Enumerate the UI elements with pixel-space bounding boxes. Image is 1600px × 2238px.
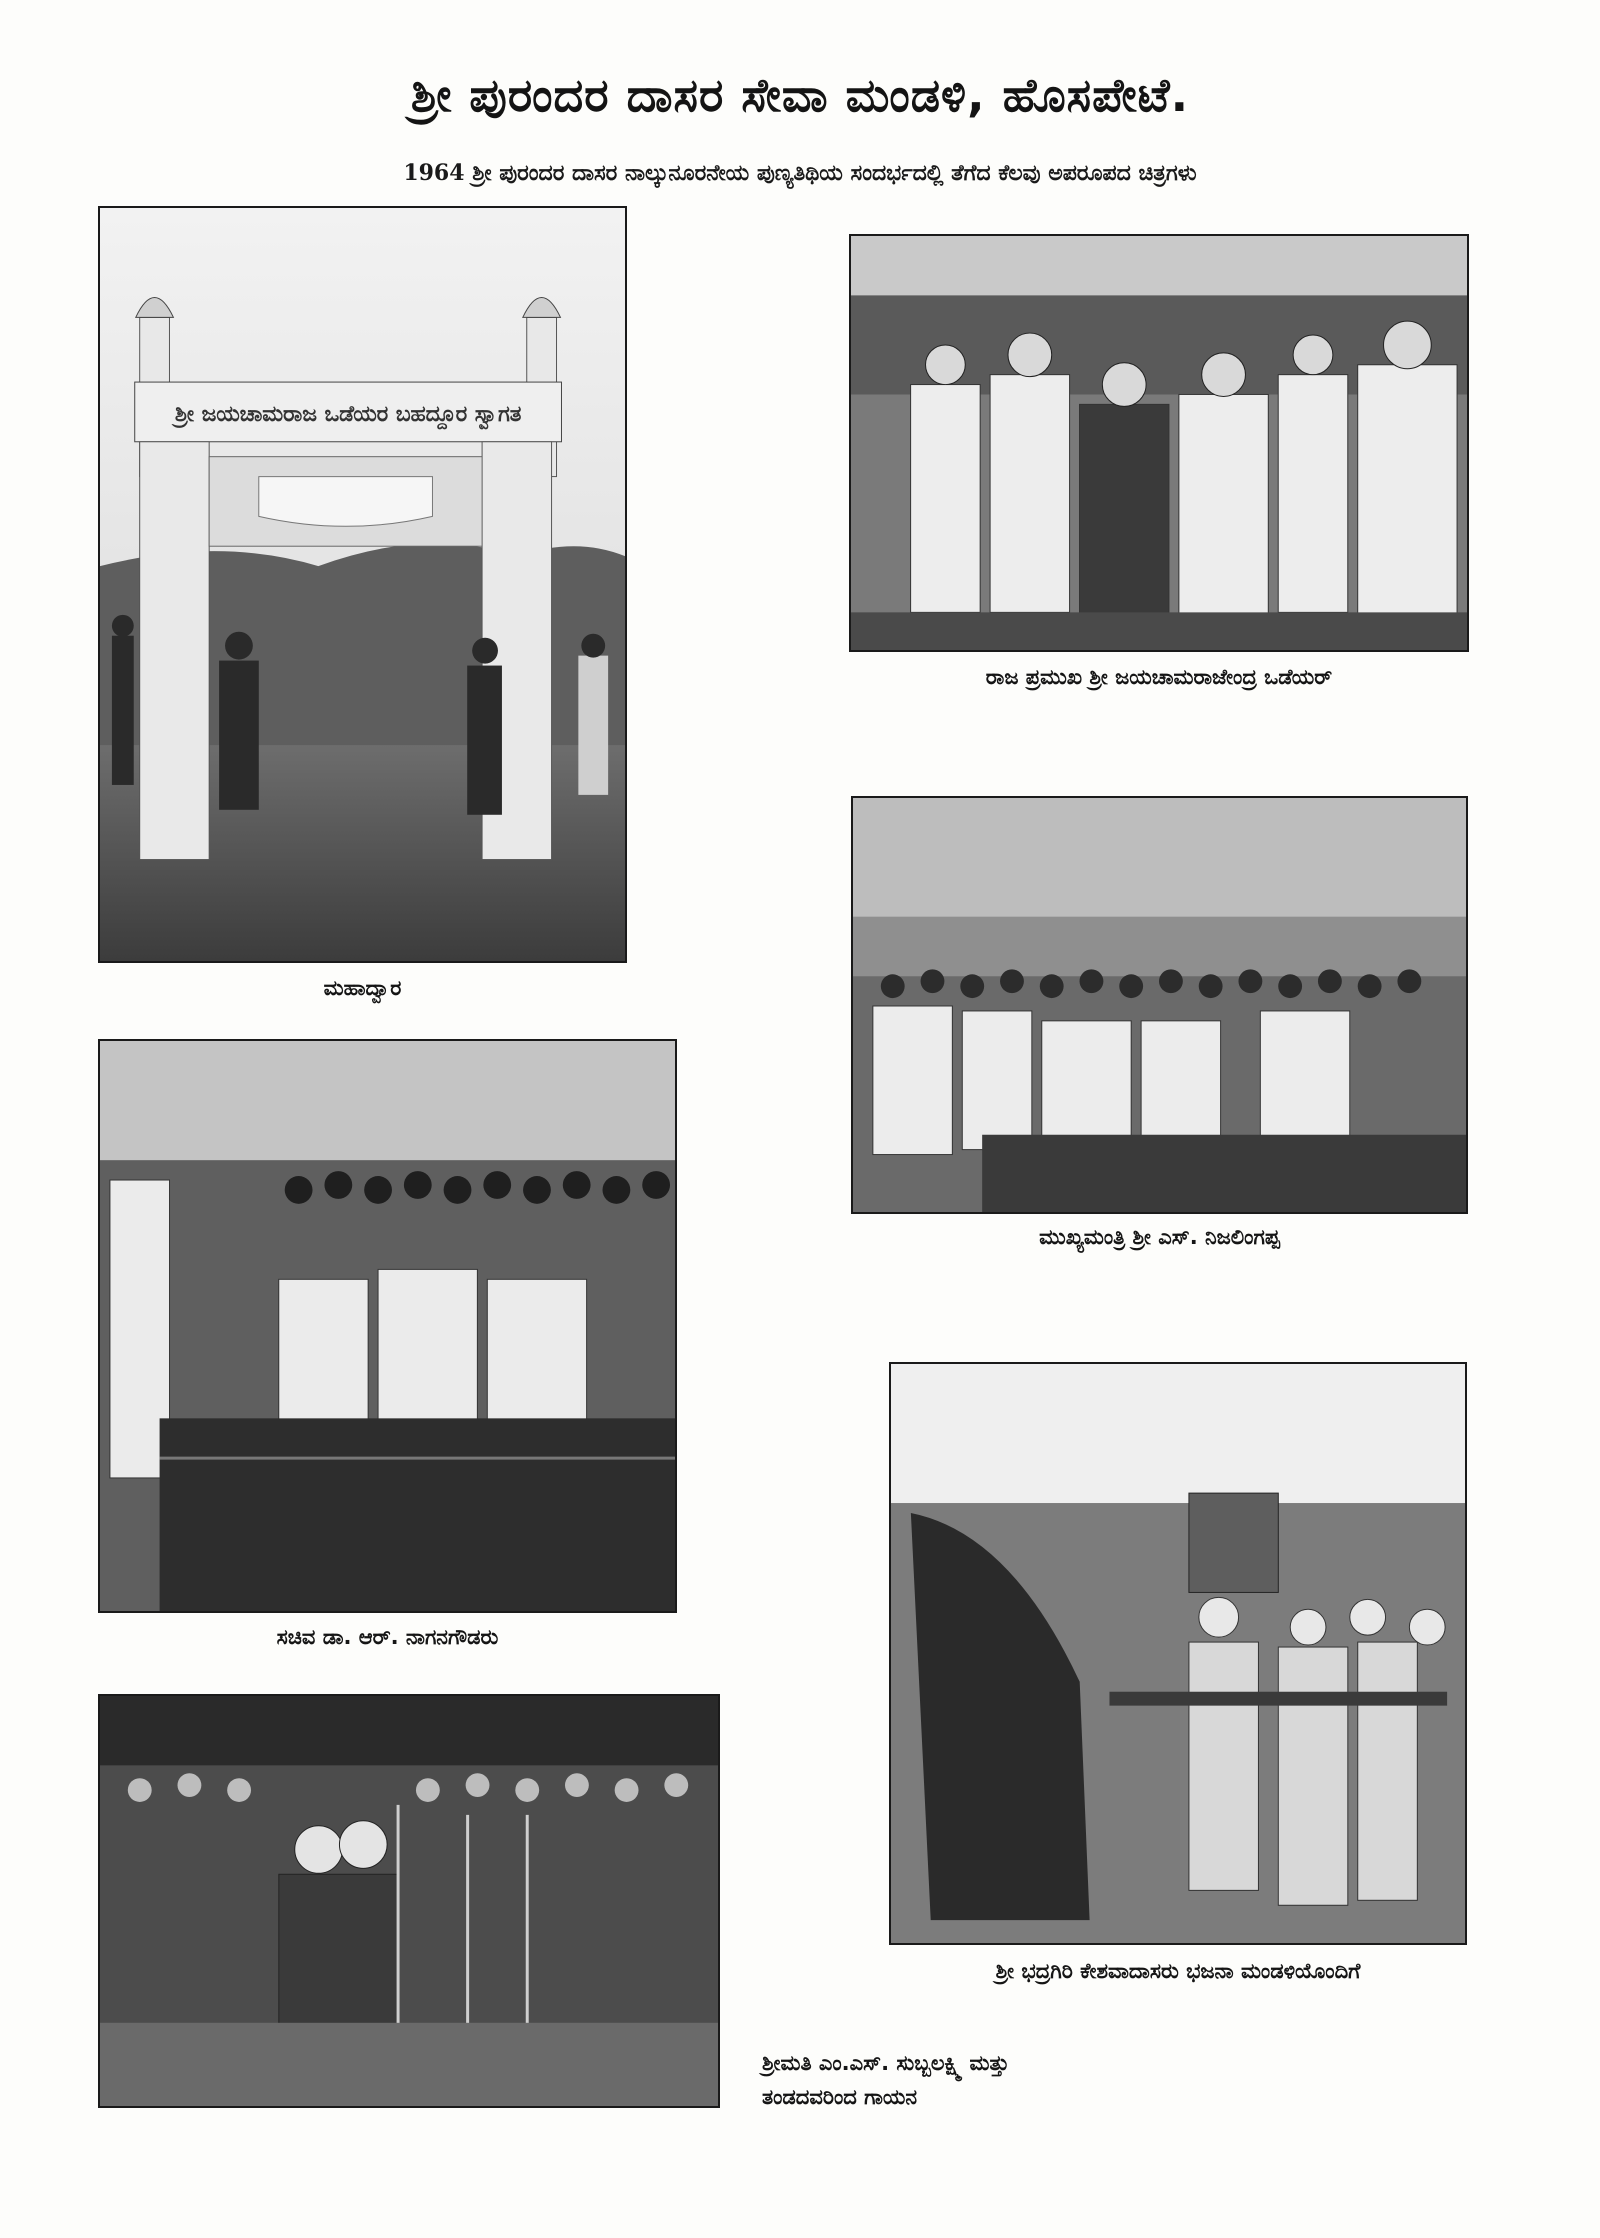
photo-bhajana	[889, 1362, 1467, 1945]
photo-main-gate	[98, 206, 627, 963]
gate-photo-image	[100, 208, 625, 961]
page-title: ಶ್ರೀ ಪುರಂದರ ದಾಸರ ಸೇವಾ ಮಂಡಳಿ, ಹೊಸಪೇಟೆ.	[410, 68, 1190, 122]
photo-raja-pramukh	[849, 234, 1469, 652]
page-subtitle: 1964 ಶ್ರೀ ಪುರಂದರ ದಾಸರ ನಾಲ್ಕುನೂರನೇಯ ಪುಣ್ಯತಿಥಿಯ ಸಂದರ್ಭದಲ್ಲಿ ತೆಗೆದ ಕೆಲವು ಅಪರೂಪದ ಚಿತ್ರಗಳು	[403, 160, 1197, 186]
singing-photo-image	[100, 1696, 718, 2106]
caption-singing	[762, 2046, 1009, 2114]
photo-chief-minister	[851, 796, 1468, 1214]
chief-minister-photo-image	[853, 798, 1466, 1212]
caption-raja-pramukh: ರಾಜ ಪ್ರಮುಖ ಶ್ರೀ ಜಯಚಾಮರಾಜೇಂದ್ರ ಒಡೆಯರ್	[985, 665, 1333, 689]
raja-pramukh-photo-image	[851, 236, 1467, 650]
caption-minister: ಸಚಿವ ಡಾ. ಆರ್. ನಾಗನಗೌಡರು	[276, 1625, 499, 1649]
photo-minister	[98, 1039, 677, 1613]
bhajana-photo-image	[891, 1364, 1465, 1943]
minister-photo-image	[100, 1041, 675, 1611]
gate-banner-text: ಶ್ರೀ ಜಯಚಾಮರಾಜ ಒಡೆಯರ ಬಹದ್ದೂರ ಸ್ವಾಗತ	[174, 401, 522, 427]
caption-bhajana: ಶ್ರೀ ಭದ್ರಗಿರಿ ಕೇಶವಾದಾಸರು ಭಜನಾ ಮಂಡಳಿಯೊಂದಿಗೆ	[995, 1959, 1361, 1983]
caption-chief-minister: ಮುಖ್ಯಮಂತ್ರಿ ಶ್ರೀ ಎಸ್. ನಿಜಲಿಂಗಪ್ಪ	[1039, 1225, 1280, 1249]
caption-main-gate: ಮಹಾದ್ವಾರ	[323, 976, 402, 1000]
caption-singing-line-2: ತಂಡದವರಿಂದ ಗಾಯನ	[762, 2085, 918, 2109]
caption-singing-line-1: ಶ್ರೀಮತಿ ಎಂ.ಎಸ್. ಸುಬ್ಬಲಕ್ಷ್ಮಿ ಮತ್ತು	[762, 2051, 1010, 2075]
photo-singing	[98, 1694, 720, 2108]
